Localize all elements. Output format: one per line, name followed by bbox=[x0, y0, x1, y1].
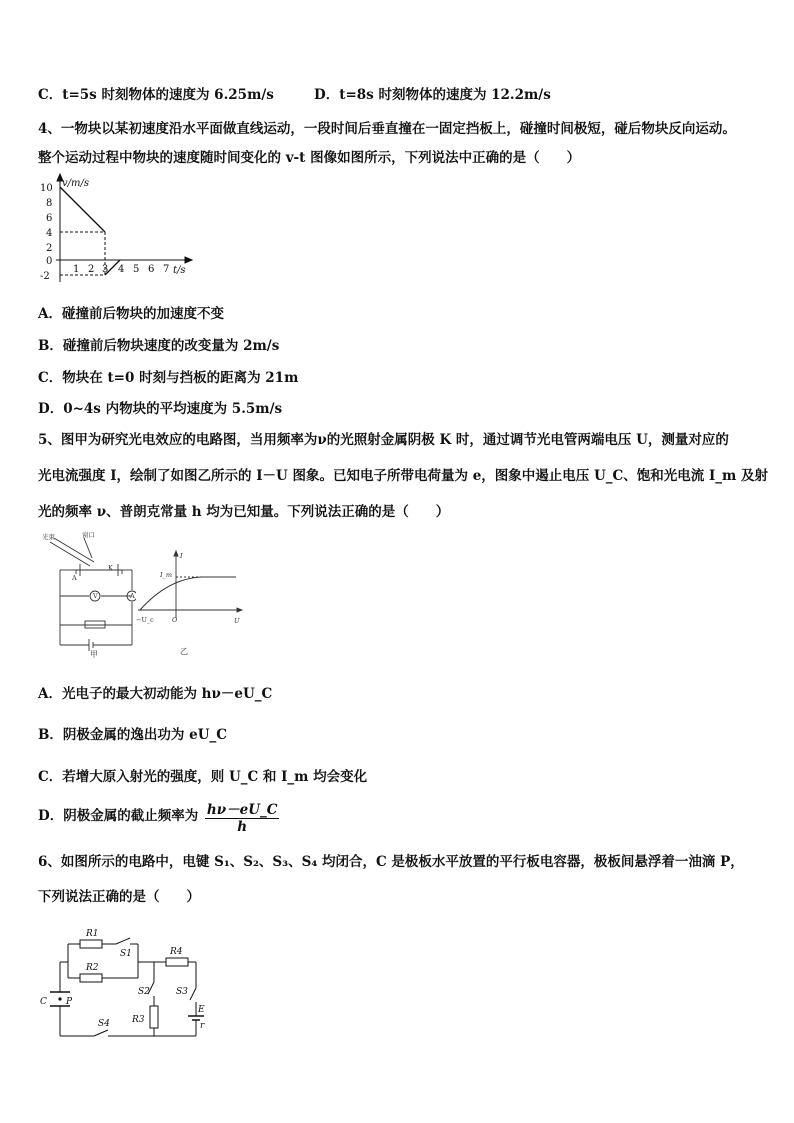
label-s3: S3 bbox=[176, 987, 188, 997]
q5-figure-b-iu-graph bbox=[136, 548, 246, 658]
switch-s3 bbox=[190, 988, 196, 1000]
x-tick: 3 bbox=[102, 264, 109, 275]
q5-stem-line1: 5、图甲为研究光电效应的电路图，当用频率为ν的光照射金属阴极 K 时，通过调节光电管两端电压 U，测量对应的 bbox=[38, 432, 729, 448]
q6-stem-line1: 6、如图所示的电路中，电键 S₁、S₂、S₃、S₄ 均闭合，C 是极板水平放置的平行板电容器，极板间悬浮着一油滴 P， bbox=[38, 854, 744, 870]
label-cathode: K bbox=[108, 564, 113, 572]
resistor-r4 bbox=[166, 958, 188, 966]
label-im: I_m bbox=[160, 571, 172, 579]
iu-curve bbox=[140, 577, 236, 610]
q3-option-d: D．t=8s 时刻物体的速度为 12.2m/s bbox=[314, 87, 551, 103]
label-r1: R1 bbox=[86, 929, 99, 939]
label-light-beam: 光束 bbox=[42, 533, 55, 541]
q6-stem-line2: 下列说法正确的是（ ） bbox=[38, 889, 200, 905]
label-anode: A bbox=[72, 574, 77, 582]
q3-option-c: C．t=5s 时刻物体的速度为 6.25m/s bbox=[38, 87, 274, 103]
label-r4: R4 bbox=[170, 947, 183, 957]
switch-s4 bbox=[94, 1030, 108, 1036]
x-tick: 4 bbox=[118, 264, 125, 275]
label-s1: S1 bbox=[120, 949, 132, 959]
oil-drop-p bbox=[58, 997, 61, 1000]
q4-stem-line2: 整个运动过程中物块的速度随时间变化的 v-t 图像如图所示，下列说法中正确的是（ ） bbox=[38, 150, 581, 166]
y-tick: 10 bbox=[40, 183, 53, 194]
y-axis-label: v/m/s bbox=[62, 178, 90, 189]
q5-stem-line2: 光电流强度 I，绘制了如图乙所示的 I－U 图象。已知电子所带电荷量为 e，图象中遏止电压 U_C、饱和光电流 I_m 及射 bbox=[38, 468, 769, 484]
y-tick: -2 bbox=[40, 271, 50, 282]
y-tick: 6 bbox=[46, 213, 53, 224]
q4-option-b: B．碰撞前后物块速度的改变量为 2m/s bbox=[38, 338, 280, 354]
q5-option-d-prefix: D．阴极金属的截止频率为 bbox=[38, 808, 199, 824]
q4-option-a: A．碰撞前后物块的加速度不变 bbox=[38, 306, 224, 322]
label-s4: S4 bbox=[98, 1019, 110, 1029]
label-r: r bbox=[200, 1021, 205, 1031]
resistor-r1 bbox=[80, 940, 102, 948]
label-ammeter: A bbox=[130, 592, 135, 600]
label-window: 窗口 bbox=[82, 531, 95, 539]
y-tick: 2 bbox=[46, 243, 53, 254]
label-p: P bbox=[66, 997, 73, 1007]
q5-stem-line3: 光的频率 ν、普朗克常量 h 均为已知量。下列说法正确的是（ ） bbox=[38, 504, 450, 520]
fraction-denominator: h bbox=[237, 819, 248, 835]
label-r3: R3 bbox=[132, 1015, 145, 1025]
x-tick: 6 bbox=[148, 264, 155, 275]
x-tick: 7 bbox=[163, 264, 170, 275]
q4-stem-line1: 4、一物块以某初速度沿水平面做直线运动，一段时间后垂直撞在一固定挡板上，碰撞时间极短，碰后物块反向运动。 bbox=[38, 121, 736, 137]
label-origin: O bbox=[172, 616, 178, 624]
x-tick: 2 bbox=[88, 264, 95, 275]
switch-s1 bbox=[116, 938, 130, 944]
x-tick: 1 bbox=[73, 264, 80, 275]
q5-option-a: A．光电子的最大初动能为 hν－eU_C bbox=[38, 686, 273, 702]
figure-b-caption: 乙 bbox=[180, 647, 188, 656]
velocity-before-collision bbox=[60, 187, 105, 232]
q5-option-b: B．阴极金属的逸出功为 eU_C bbox=[38, 727, 227, 743]
q4-option-c: C．物块在 t=0 时刻与挡板的距离为 21m bbox=[38, 370, 299, 386]
q5-option-d-fraction bbox=[205, 798, 280, 835]
resistor-r3 bbox=[150, 1006, 158, 1028]
q4-option-d: D．0~4s 内物块的平均速度为 5.5m/s bbox=[38, 401, 283, 417]
resistor-r2 bbox=[80, 974, 102, 982]
y-tick: 0 bbox=[46, 256, 53, 267]
figure-a-caption: 甲 bbox=[90, 650, 98, 658]
label-voltmeter: V bbox=[93, 592, 98, 600]
y-tick: 4 bbox=[46, 228, 53, 239]
q5-figure-a-circuit bbox=[40, 530, 136, 658]
x-tick: 5 bbox=[133, 264, 140, 275]
label-r2: R2 bbox=[86, 963, 99, 973]
q6-circuit-diagram bbox=[38, 922, 218, 1046]
x-axis-label: t/s bbox=[173, 265, 186, 276]
label-e: E bbox=[198, 1005, 205, 1015]
y-tick: 8 bbox=[46, 198, 53, 209]
q4-vt-graph bbox=[38, 172, 208, 288]
q5-option-c: C．若增大原入射光的强度，则 U_C 和 I_m 均会变化 bbox=[38, 769, 368, 785]
label-c: C bbox=[40, 997, 47, 1007]
label-s2: S2 bbox=[138, 987, 150, 997]
fraction-numerator: hν－eU_C bbox=[205, 798, 280, 819]
label-u-axis: U bbox=[234, 617, 240, 625]
label-i-axis: I bbox=[180, 552, 183, 560]
q5-option-d bbox=[38, 798, 279, 835]
label-uc: −U_c bbox=[136, 616, 154, 624]
